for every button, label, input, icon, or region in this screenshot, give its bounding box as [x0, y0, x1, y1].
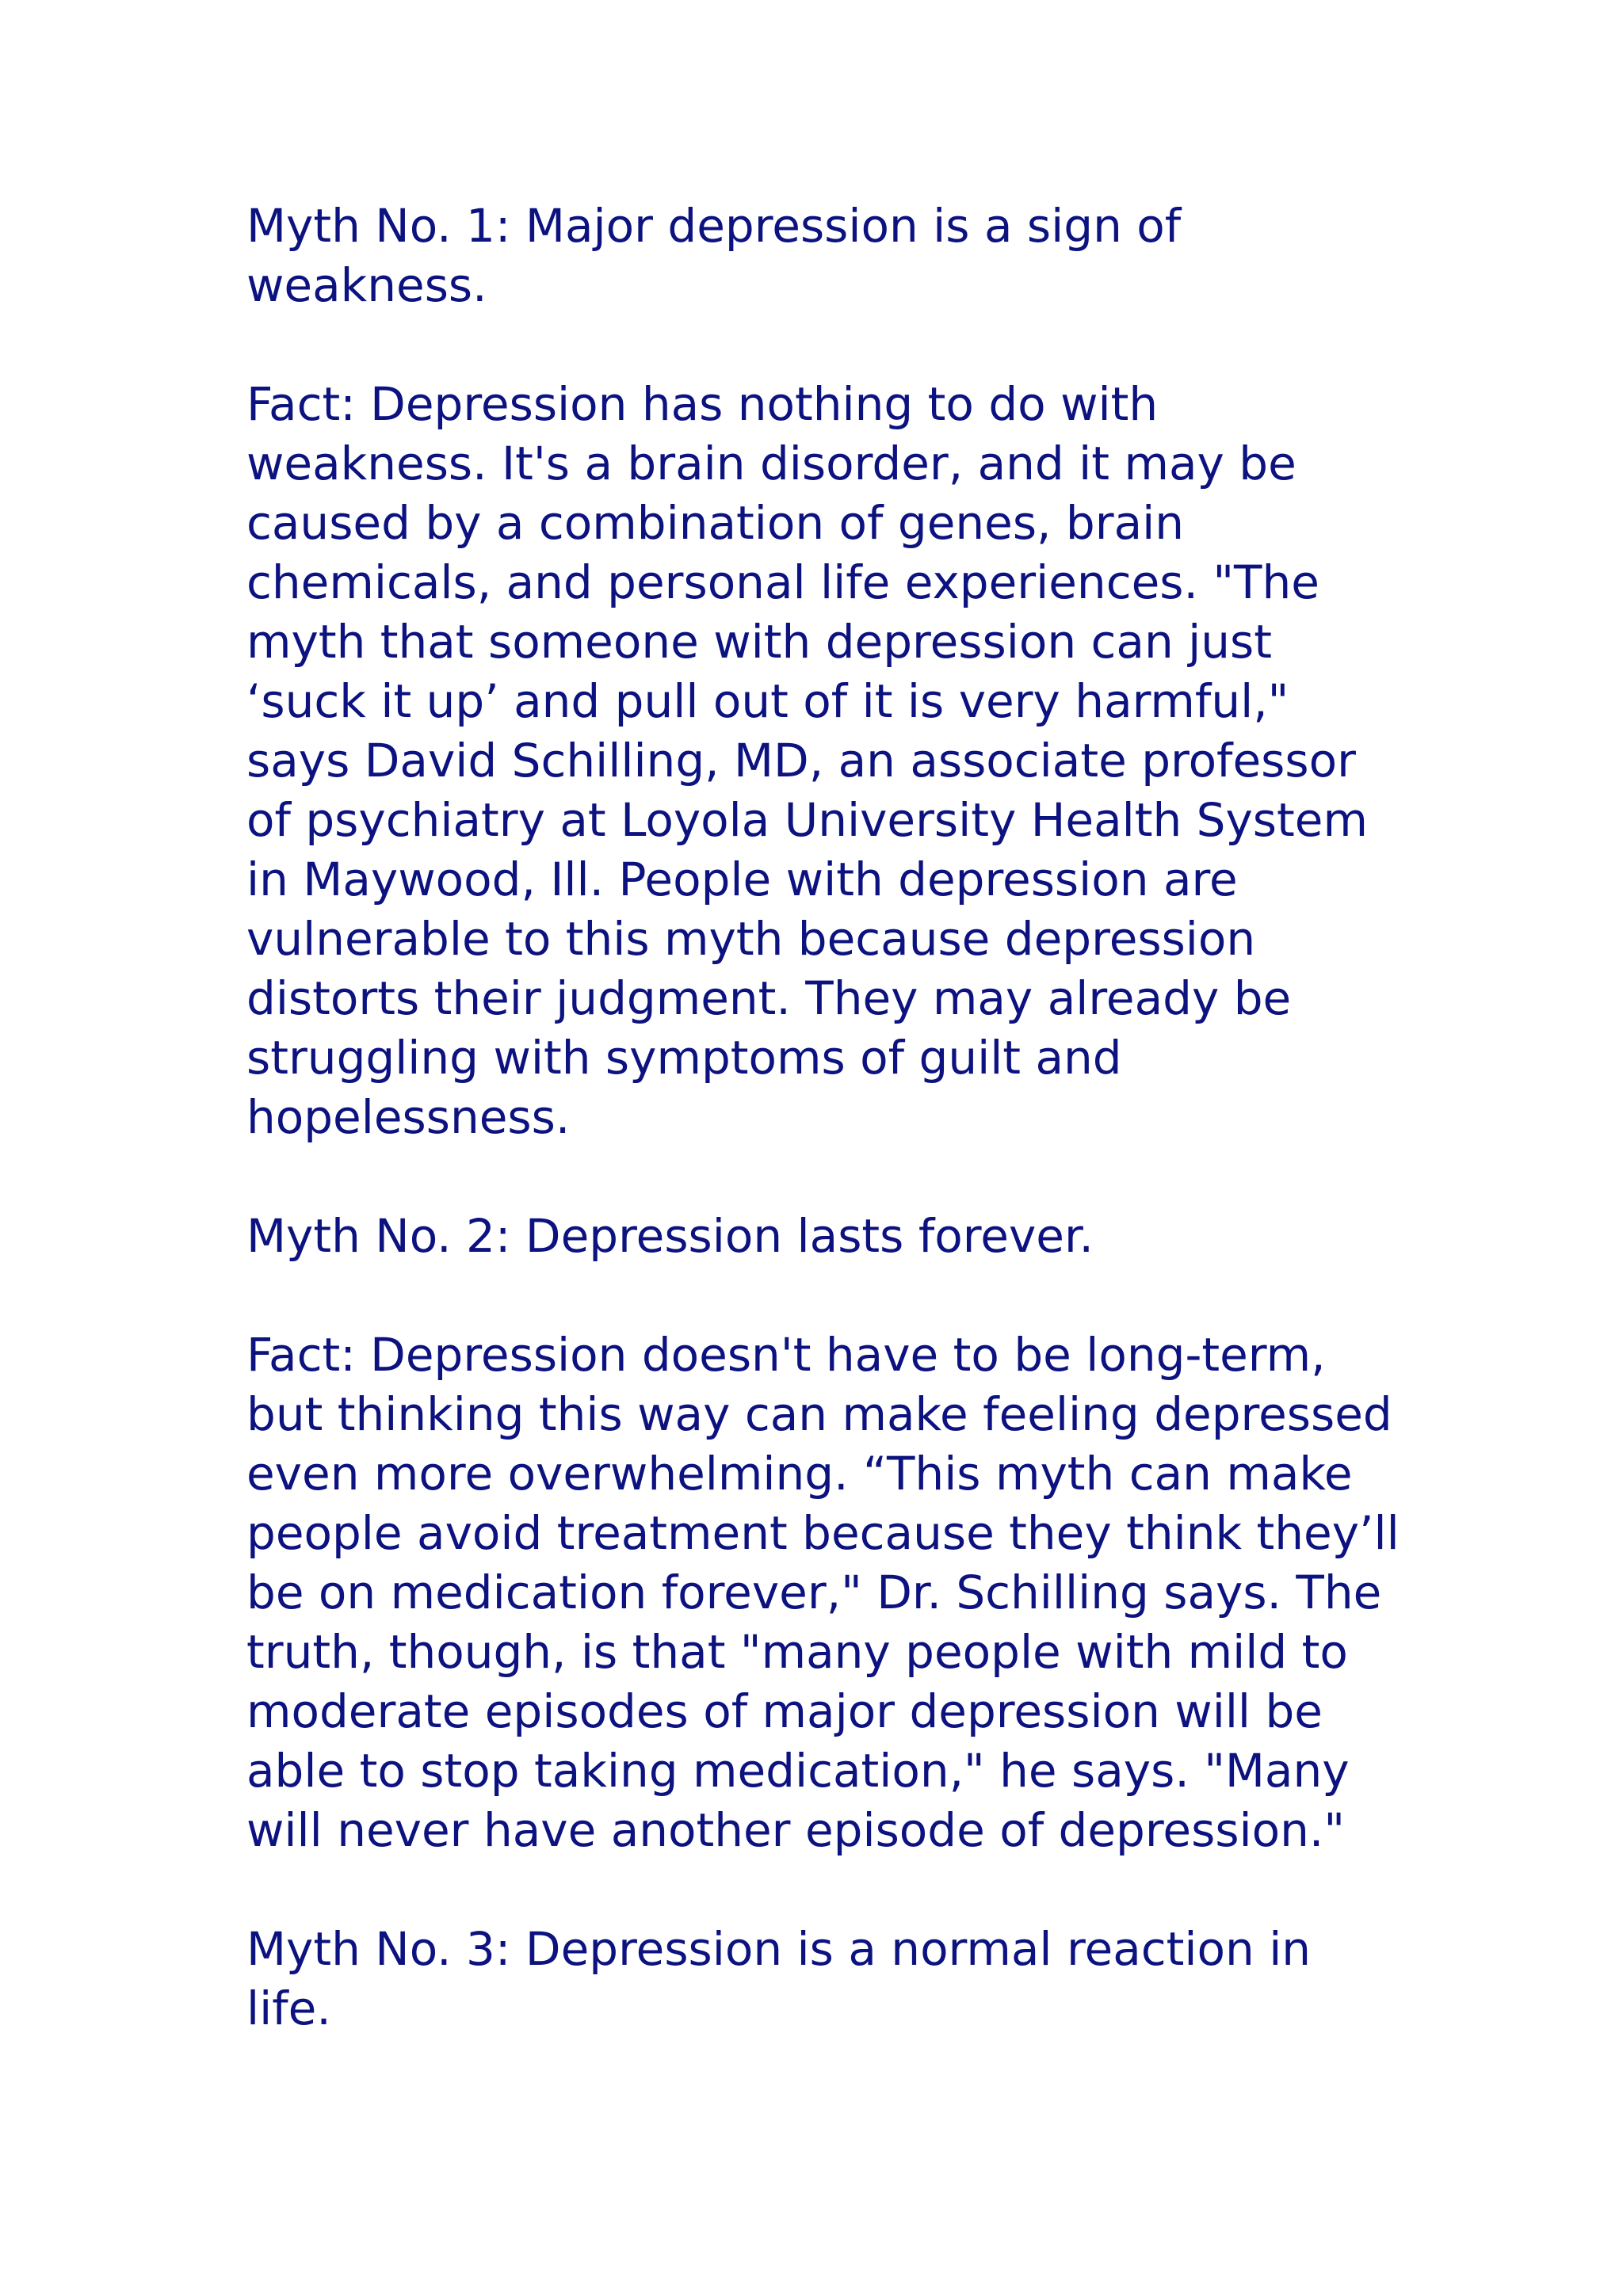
myth-1-fact: Fact: Depression has nothing to do with weakness. It's a brain disorder, and it may be caused by a combination of genes, brain chemicals, and personal life experiences. "The myth that someone with depression can just ‘suck it up’ and pull out of it is very harmful," says David Schilling, MD, an associate professor of psychiatry at Loyola University Health System in Maywood, Ill. People with depression are vulnerable to this myth because depression distorts their judgment. They may already be struggling with symptoms of guilt and hopelessness.	[246, 377, 1368, 1144]
myth-2-heading: Myth No. 2: Depression lasts forever.	[246, 1209, 1094, 1263]
myth-2-fact: Fact: Depression doesn't have to be long-term, but thinking this way can make feeling depressed even more overwhelming. “This myth can make people avoid treatment because they think they’ll be on medication forever," Dr. Schilling says. The truth, though, is that "many people with mild to moderate episodes of major depression will be able to stop taking medication," he says. "Many will never have another episode of depression."	[246, 1328, 1400, 1857]
document-body	[246, 196, 1403, 2039]
myth-1-heading: Myth No. 1: Major depression is a sign of weakness.	[246, 199, 1182, 312]
myth-3-heading: Myth No. 3: Depression is a normal reaction in life.	[246, 1922, 1312, 2035]
